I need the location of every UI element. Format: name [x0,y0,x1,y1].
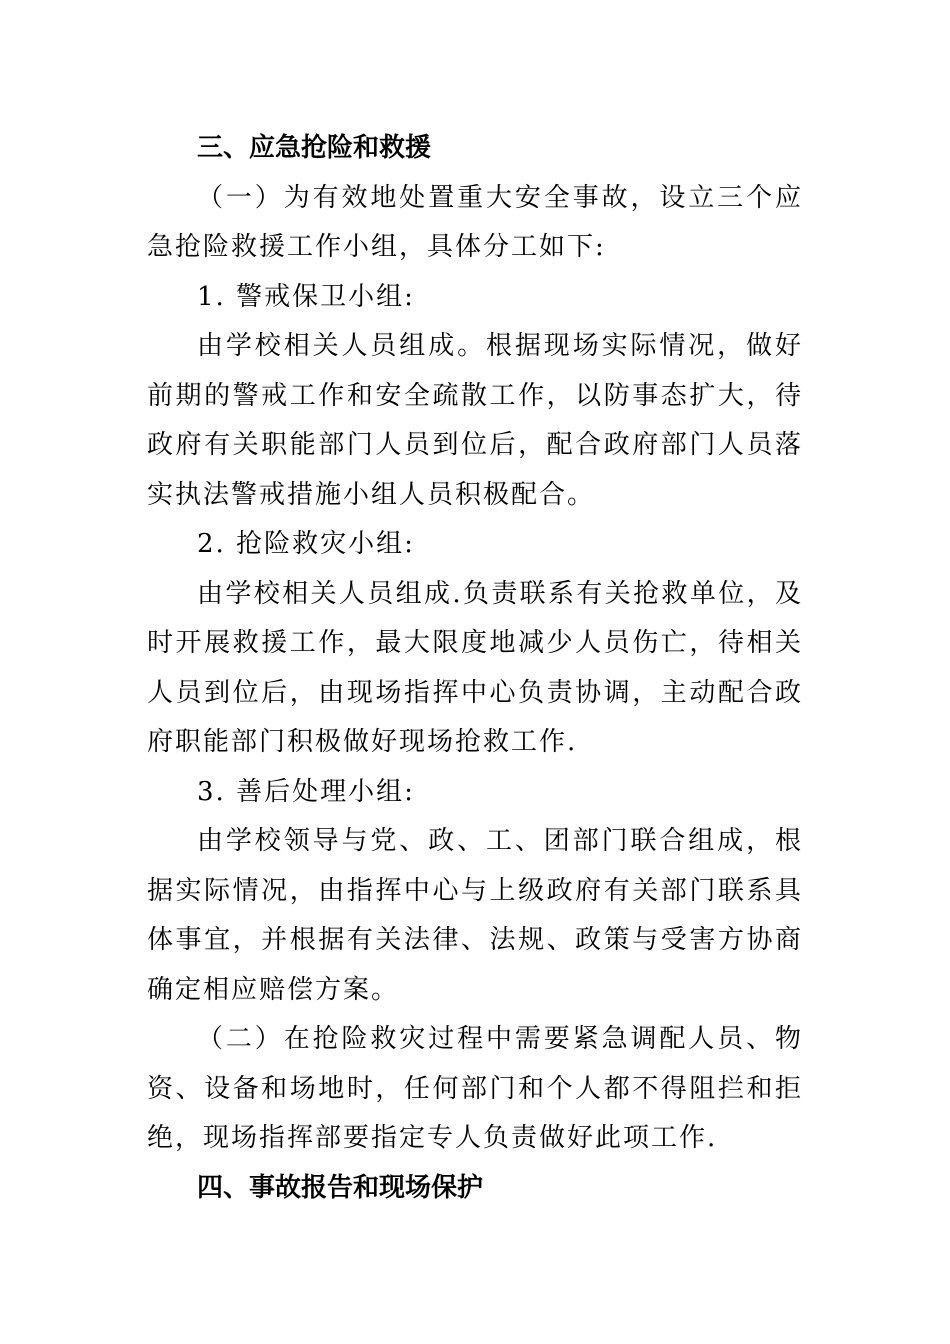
section-heading-emergency-rescue: 三、应急抢险和救援 [197,133,432,163]
paragraph-security-group: 由学校相关人员组成。根据现场实际情况，做好前期的警戒工作和安全疏散工作，以防事态扩大，待政府有关职能部门人员到位后，配合政府部门人员落实执法警戒措施小组人员积极配合。 [147,331,803,510]
paragraph-rescue-group: 由学校相关人员组成.负责联系有关抢救单位，及时开展救援工作，最大限度地减少人员伤亡，待相关人员到位后，由现场指挥中心负责协调，主动配合政府职能部门积极做好现场抢救工作. [147,578,803,757]
section-heading-accident-report: 四、事故报告和现场保护 [197,1172,484,1203]
item-heading-rescue-group: 2. 抢险救灾小组: [197,529,415,559]
item-heading-security-group: 1. 警戒保卫小组: [197,281,415,312]
document-body [147,124,803,1213]
item-heading-aftermath-group: 3. 善后处理小组: [197,776,415,807]
paragraph-aftermath-group: 由学校领导与党、政、工、团部门联合组成，根据实际情况，由指挥中心与上级政府有关部门联系具体事宜，并根据有关法律、法规、政策与受害方协商确定相应赔偿方案。 [147,826,803,1005]
paragraph-resource-allocation: （二）在抢险救灾过程中需要紧急调配人员、物资、设备和场地时，任何部门和个人都不得阻拦和拒绝，现场指挥部要指定专人负责做好此项工作. [147,1024,803,1153]
paragraph-rescue-groups-intro: （一）为有效地处置重大安全事故，设立三个应急抢险救援工作小组，具体分工如下: [147,182,803,262]
